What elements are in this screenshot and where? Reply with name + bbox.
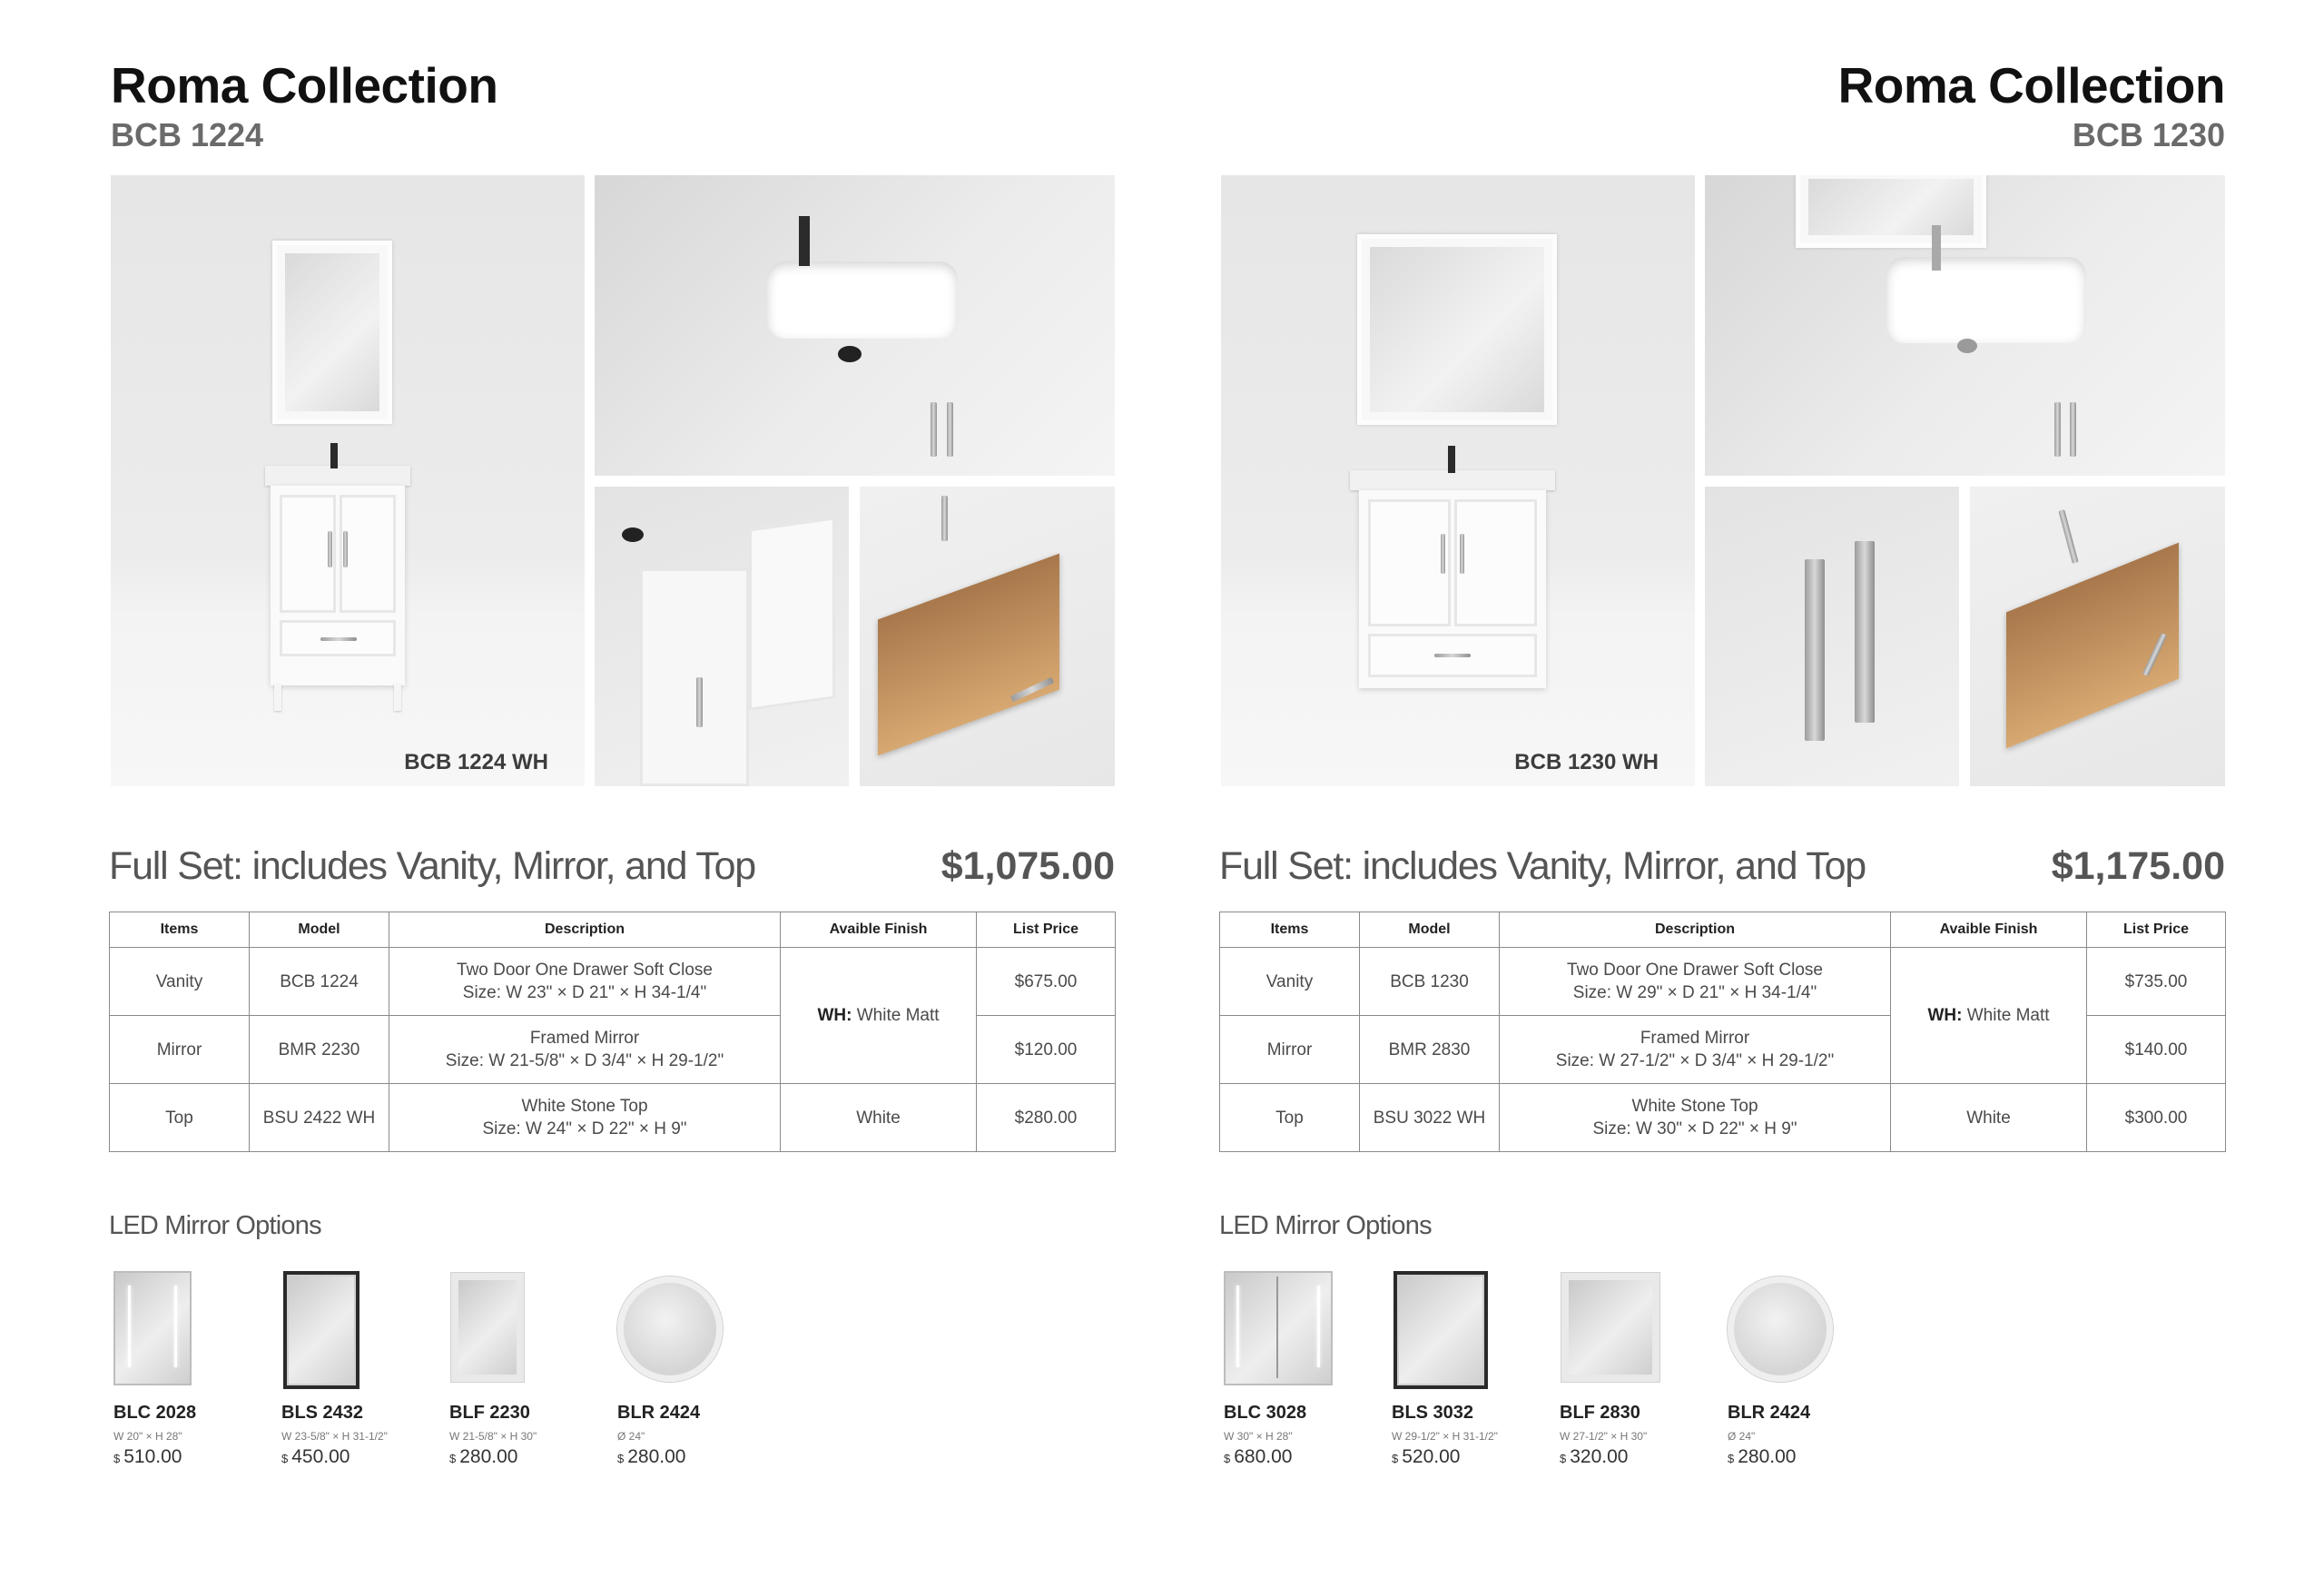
led-price: $ 320.00 <box>1560 1446 1629 1467</box>
vanity-top-closeup-photo <box>1705 175 2225 476</box>
finish-name: White Matt <box>856 1006 940 1025</box>
size-line: Size: W 29" × D 21" × H 34-1/4" <box>1572 983 1817 1002</box>
cell-finish: White <box>781 1084 977 1152</box>
table-row <box>1220 948 2226 1016</box>
description-line: Framed Mirror <box>529 1029 640 1048</box>
open-drawer-illustration <box>2006 543 2179 749</box>
vanity-top-closeup-photo <box>595 175 1115 476</box>
faucet-illustration <box>799 216 810 266</box>
cell-price: $735.00 <box>2087 948 2226 1016</box>
header-list-price: List Price <box>977 912 1116 948</box>
cell-price: $120.00 <box>977 1016 1116 1084</box>
led-price: $ 280.00 <box>1728 1446 1797 1467</box>
led-price: $ 450.00 <box>281 1446 350 1467</box>
cell-item: Mirror <box>110 1016 250 1084</box>
led-mirror-option <box>617 1271 781 1467</box>
header-description: Description <box>1500 912 1891 948</box>
cell-description <box>389 948 781 1016</box>
full-set-price: $1,175.00 <box>2051 844 2225 888</box>
vanity-open-drawer-photo <box>1970 487 2225 786</box>
description-line: White Stone Top <box>1631 1097 1758 1116</box>
stone-top-illustration <box>1350 470 1555 490</box>
cell-price: $300.00 <box>2087 1084 2226 1152</box>
faucet-illustration <box>1932 225 1941 271</box>
frameless-mirror-icon <box>451 1273 524 1382</box>
cell-item: Vanity <box>1220 948 1360 1016</box>
header-items: Items <box>110 912 250 948</box>
led-price: $ 280.00 <box>617 1446 686 1467</box>
photo-caption: BCB 1230 WH <box>1514 750 1659 774</box>
led-mirror-option <box>449 1271 613 1467</box>
size-line: Size: W 30" × D 22" × H 9" <box>1592 1119 1797 1138</box>
led-mirror-heading: LED Mirror Options <box>109 1211 321 1240</box>
description-line: Two Door One Drawer Soft Close <box>457 961 713 980</box>
led-dimensions: W 29-1/2" × H 31-1/2" <box>1392 1430 1498 1443</box>
round-mirror-icon <box>617 1276 723 1382</box>
size-line: Size: W 23" × D 21" × H 34-1/4" <box>462 983 707 1002</box>
led-model: BLF 2230 <box>449 1403 530 1423</box>
catalog-page-bcb-1230 <box>1219 0 2225 1577</box>
led-dimensions: W 27-1/2" × H 30" <box>1560 1430 1648 1443</box>
cell-description <box>389 1084 781 1152</box>
header-finish: Avaible Finish <box>1891 912 2087 948</box>
led-model: BLF 2830 <box>1560 1403 1640 1423</box>
cell-price: $280.00 <box>977 1084 1116 1152</box>
vanity-cabinet-illustration <box>271 486 405 685</box>
cell-description <box>389 1016 781 1084</box>
led-mirror-option <box>1560 1271 1723 1467</box>
led-dimensions: W 21-5/8" × H 30" <box>449 1430 537 1443</box>
cell-model: BMR 2230 <box>250 1016 389 1084</box>
header-finish: Avaible Finish <box>781 912 977 948</box>
mirror-illustration <box>1357 234 1557 425</box>
header-items: Items <box>1220 912 1360 948</box>
cell-model: BMR 2830 <box>1360 1016 1500 1084</box>
led-model: BLS 2432 <box>281 1403 364 1423</box>
cell-description <box>1500 1084 1891 1152</box>
led-model: BLC 2028 <box>113 1403 197 1423</box>
finish-name: White Matt <box>1966 1006 2050 1025</box>
black-frame-mirror-icon <box>1393 1271 1488 1389</box>
led-price: $ 510.00 <box>113 1446 182 1467</box>
cell-model: BCB 1230 <box>1360 948 1500 1016</box>
black-frame-mirror-icon <box>283 1271 359 1389</box>
page-title: Roma Collection <box>1837 57 2225 113</box>
mirror-illustration <box>272 241 392 424</box>
table-row <box>110 1084 1116 1152</box>
led-mirror-option <box>113 1271 277 1467</box>
led-dimensions: W 30" × H 28" <box>1224 1430 1293 1443</box>
vanity-handle-closeup-photo <box>1705 487 1959 786</box>
table-header-row <box>1220 912 2226 948</box>
led-price: $ 680.00 <box>1224 1446 1293 1467</box>
description-line: Two Door One Drawer Soft Close <box>1567 961 1823 980</box>
full-set-price: $1,075.00 <box>940 844 1115 888</box>
cell-finish: White <box>1891 1084 2087 1152</box>
description-line: White Stone Top <box>521 1097 648 1116</box>
led-mirror-heading: LED Mirror Options <box>1219 1211 1432 1240</box>
led-dimensions: Ø 24" <box>1728 1430 1756 1443</box>
spec-table <box>1219 912 2226 1152</box>
cell-price: $140.00 <box>2087 1016 2226 1084</box>
cell-model: BSU 3022 WH <box>1360 1084 1500 1152</box>
mirror-cabinet-icon <box>113 1271 192 1385</box>
frameless-mirror-icon <box>1561 1273 1659 1382</box>
photo-caption: BCB 1224 WH <box>404 750 548 774</box>
vanity-open-door-photo <box>595 487 849 786</box>
cell-price: $675.00 <box>977 948 1116 1016</box>
led-mirror-option <box>1728 1271 1891 1467</box>
led-mirror-option <box>1392 1271 1555 1467</box>
mirror-cabinet-icon <box>1224 1271 1333 1385</box>
size-line: Size: W 24" × D 22" × H 9" <box>482 1119 687 1138</box>
finish-code: WH: <box>1927 1006 1963 1025</box>
vanity-cabinet-illustration <box>1359 490 1546 688</box>
header-list-price: List Price <box>2087 912 2226 948</box>
cell-item: Top <box>110 1084 250 1152</box>
open-drawer-illustration <box>878 554 1059 756</box>
led-mirror-option <box>281 1271 445 1467</box>
led-model: BLR 2424 <box>617 1403 701 1423</box>
model-subtitle: BCB 1230 <box>2072 116 2225 153</box>
spec-table <box>109 912 1116 1152</box>
sink-illustration <box>767 261 958 339</box>
cell-model: BSU 2422 WH <box>250 1084 389 1152</box>
table-row <box>1220 1084 2226 1152</box>
header-model: Model <box>250 912 389 948</box>
led-mirror-option <box>1224 1271 1387 1467</box>
led-dimensions: W 20" × H 28" <box>113 1430 182 1443</box>
round-mirror-icon <box>1728 1276 1833 1382</box>
description-line: Framed Mirror <box>1640 1029 1750 1048</box>
vanity-open-drawer-photo <box>860 487 1115 786</box>
finish-code: WH: <box>817 1006 852 1025</box>
led-model: BLC 3028 <box>1224 1403 1307 1423</box>
cell-item: Top <box>1220 1084 1360 1152</box>
catalog-page-bcb-1224 <box>109 0 1115 1577</box>
page-title: Roma Collection <box>111 57 498 113</box>
sink-illustration <box>1886 257 2086 343</box>
led-dimensions: Ø 24" <box>617 1430 645 1443</box>
cell-finish <box>781 948 977 1084</box>
size-line: Size: W 21-5/8" × D 3/4" × H 29-1/2" <box>445 1051 724 1070</box>
stone-top-illustration <box>265 466 410 486</box>
cell-description <box>1500 1016 1891 1084</box>
full-set-heading: Full Set: includes Vanity, Mirror, and Top <box>109 844 756 888</box>
size-line: Size: W 27-1/2" × D 3/4" × H 29-1/2" <box>1555 1051 1835 1070</box>
cell-description <box>1500 948 1891 1016</box>
handle-illustration <box>1805 559 1825 741</box>
table-header-row <box>110 912 1116 948</box>
led-model: BLS 3032 <box>1392 1403 1474 1423</box>
model-subtitle: BCB 1224 <box>111 116 264 153</box>
cell-model: BCB 1224 <box>250 948 389 1016</box>
led-model: BLR 2424 <box>1728 1403 1811 1423</box>
vanity-main-photo <box>1221 175 1695 786</box>
cell-item: Vanity <box>110 948 250 1016</box>
header-description: Description <box>389 912 781 948</box>
table-row <box>110 948 1116 1016</box>
header-model: Model <box>1360 912 1500 948</box>
vanity-main-photo <box>111 175 585 786</box>
cell-item: Mirror <box>1220 1016 1360 1084</box>
led-price: $ 520.00 <box>1392 1446 1461 1467</box>
led-price: $ 280.00 <box>449 1446 518 1467</box>
led-dimensions: W 23-5/8" × H 31-1/2" <box>281 1430 388 1443</box>
full-set-heading: Full Set: includes Vanity, Mirror, and Top <box>1219 844 1866 888</box>
cell-finish <box>1891 948 2087 1084</box>
